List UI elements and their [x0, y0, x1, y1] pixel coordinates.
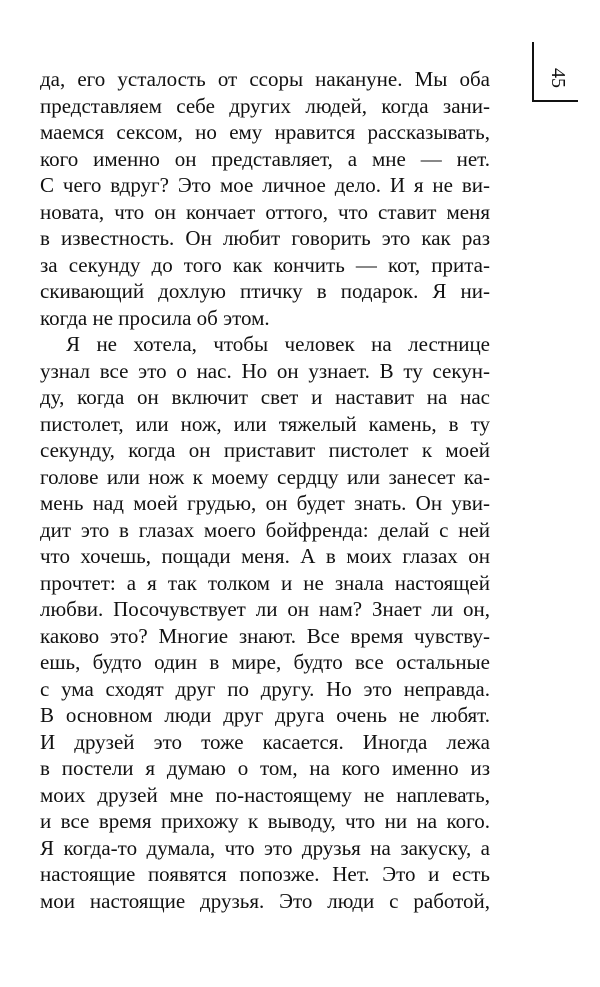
text-line: пистолет, или нож, или тяжелый камень, в ту [40, 411, 490, 436]
text-line: любви. Посочувствует ли он нам? Знает ли он, [40, 597, 490, 621]
body-text [40, 66, 490, 914]
page-number: 45 [547, 68, 569, 88]
text-line: узнал все это о нас. Но он узнает. В ту секун- [40, 358, 490, 383]
text-line: настоящие появятся попозже. Нет. Это и есть [40, 862, 490, 886]
text-line: С чего вдруг? Это мое личное дело. И я не ви- [40, 173, 490, 197]
text-line: секунду, когда он приставит пистолет к моей [40, 438, 490, 462]
text-line: моих друзей мне по-настоящему не наплевать, [40, 782, 490, 807]
text-line: ешь, будто один в мире, будто все остальные [40, 650, 490, 674]
text-line: И друзей это тоже касается. Иногда лежа [40, 729, 490, 754]
paragraph-first-line: Я не хотела, чтобы человек на лестнице [66, 332, 490, 356]
text-line: прочтет: а я так толком и не знала настоящей [40, 570, 490, 595]
text-line: мои настоящие друзья. Это люди с работой, [40, 888, 490, 913]
text-line: скивающий дохлую птичку в подарок. Я ни- [40, 279, 490, 303]
text-line: что хочешь, пощади меня. А в моих глазах он [40, 544, 490, 568]
text-line: за секунду до того как кончить — кот, прита- [40, 252, 490, 277]
text-line: новата, что он кончает оттого, что ставит меня [40, 199, 490, 224]
text-line: Я когда-то думала, что это друзья на закуску, а [40, 835, 490, 860]
text-line: мень над моей грудью, он будет знать. Он уви- [40, 491, 490, 515]
text-line: кого именно он представляет, а мне — нет. [40, 146, 490, 171]
text-line: В основном люди друг друга очень не любят. [40, 703, 490, 727]
text-line: да, его усталость от ссоры накануне. Мы оба [40, 67, 490, 91]
text-line: и все время прихожу к выводу, что ни на кого. [40, 809, 490, 833]
text-line: представляем себе других людей, когда зани- [40, 93, 490, 118]
text-line: каково это? Многие знают. Все время чувству- [40, 623, 490, 648]
text-line: в постели я думаю о том, на кого именно из [40, 756, 490, 780]
text-line: ду, когда он включит свет и наставит на нас [40, 385, 490, 409]
text-line: с ума сходят друг по другу. Но это неправда. [40, 676, 490, 701]
text-line: голове или нож к моему сердцу или занесет ка- [40, 464, 490, 489]
text-line: в известность. Он любит говорить это как раз [40, 226, 490, 250]
text-line: дит это в глазах моего бойфренда: делай с ней [40, 517, 490, 542]
text-line: маемся сексом, но ему нравится рассказывать, [40, 120, 490, 144]
text-line: когда не просила об этом. [40, 305, 270, 330]
